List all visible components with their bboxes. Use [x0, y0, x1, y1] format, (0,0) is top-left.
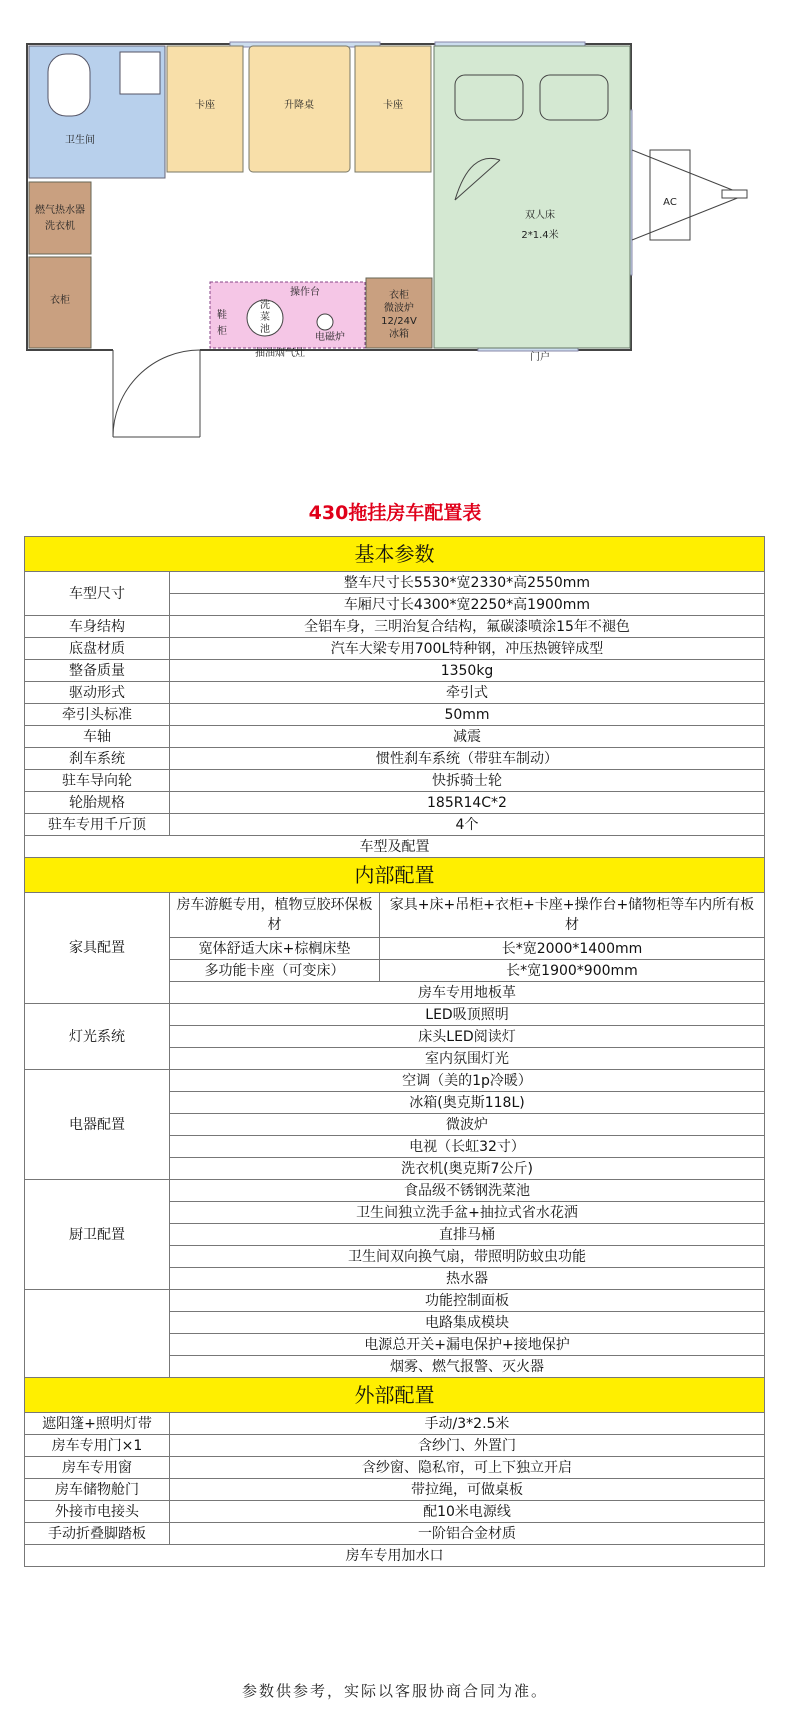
row-value: 汽车大梁专用700L特种钢，冲压热镀锌成型 — [170, 638, 765, 660]
row-value: 电路集成模块 — [170, 1312, 765, 1334]
model-config-row: 车型及配置 — [25, 836, 765, 858]
svg-text:微波炉: 微波炉 — [384, 303, 414, 314]
row-value: 50mm — [170, 704, 765, 726]
row-label: 驻车专用千斤顶 — [25, 814, 170, 836]
row-value: 长*宽1900*900mm — [380, 960, 765, 982]
table-row — [25, 1004, 765, 1026]
svg-text:卡座: 卡座 — [383, 100, 403, 111]
svg-text:洗: 洗 — [260, 300, 270, 311]
entry-door — [113, 350, 200, 437]
row-label: 遮阳篷+照明灯带 — [25, 1413, 170, 1435]
table-row — [25, 858, 765, 893]
page-title: 430拖挂房车配置表 — [308, 502, 482, 524]
row-subcell: 多功能卡座（可变床） — [170, 960, 380, 982]
svg-text:菜: 菜 — [260, 312, 270, 323]
section-header-basic: 基本参数 — [25, 537, 765, 572]
row-value: 带拉绳，可做桌板 — [170, 1479, 765, 1501]
row-label: 手动折叠脚踏板 — [25, 1523, 170, 1545]
row-value: 车厢尺寸长4300*宽2250*高1900mm — [170, 594, 765, 616]
svg-text:燃气热水器: 燃气热水器 — [35, 205, 85, 216]
row-value: 冰箱(奥克斯118L) — [170, 1092, 765, 1114]
water-inlet-row: 房车专用加水口 — [25, 1545, 765, 1567]
footer-note: 参数供参考，实际以客服协商合同为准。 — [241, 1682, 548, 1700]
row-label: 电器配置 — [25, 1070, 170, 1180]
table-row — [25, 792, 765, 814]
table-row — [25, 1435, 765, 1457]
row-value: 电源总开关+漏电保护+接地保护 — [170, 1334, 765, 1356]
svg-text:洗衣机: 洗衣机 — [45, 221, 75, 232]
double-bed — [434, 46, 630, 348]
row-value: 快拆骑士轮 — [170, 770, 765, 792]
row-value: 烟雾、燃气报警、灭火器 — [170, 1356, 765, 1378]
table-row — [25, 1457, 765, 1479]
row-value: 1350kg — [170, 660, 765, 682]
table-row — [25, 893, 765, 938]
section-header-interior: 内部配置 — [25, 858, 765, 893]
svg-text:电磁炉: 电磁炉 — [315, 332, 345, 343]
bathroom-area — [29, 46, 165, 178]
row-value: 185R14C*2 — [170, 792, 765, 814]
row-value: 家具+床+吊柜+衣柜+卡座+操作台+储物柜等车内所有板材 — [380, 893, 765, 938]
row-value: 手动/3*2.5米 — [170, 1413, 765, 1435]
table-row — [25, 1070, 765, 1092]
row-label: 车轴 — [25, 726, 170, 748]
ac-label: AC — [663, 197, 677, 208]
row-value: 长*宽2000*1400mm — [380, 938, 765, 960]
svg-text:操作台: 操作台 — [290, 287, 320, 298]
table-row — [25, 1545, 765, 1567]
row-value: 整车尺寸长5530*宽2330*高2550mm — [170, 572, 765, 594]
wardrobe-right — [366, 278, 432, 348]
row-label: 整备质量 — [25, 660, 170, 682]
row-value: 室内氛围灯光 — [170, 1048, 765, 1070]
table-row — [25, 1378, 765, 1413]
spec-table — [24, 536, 765, 1567]
table-row — [25, 1413, 765, 1435]
svg-text:鞋: 鞋 — [217, 310, 227, 321]
svg-text:柜: 柜 — [217, 326, 227, 337]
row-value: 微波炉 — [170, 1114, 765, 1136]
row-label: 驱动形式 — [25, 682, 170, 704]
row-label: 轮胎规格 — [25, 792, 170, 814]
table-row — [25, 726, 765, 748]
bathroom-label: 卫生间 — [65, 135, 95, 146]
table-row — [25, 682, 765, 704]
row-value: 4个 — [170, 814, 765, 836]
row-value: 减震 — [170, 726, 765, 748]
row-value: 含纱门、外置门 — [170, 1435, 765, 1457]
svg-text:12/24V: 12/24V — [381, 316, 417, 327]
row-subcell: 宽体舒适大床+棕榈床垫 — [170, 938, 380, 960]
row-value: 洗衣机(奥克斯7公斤) — [170, 1158, 765, 1180]
svg-text:冰箱: 冰箱 — [389, 329, 409, 340]
row-value: 全铝车身，三明治复合结构，氟碳漆喷涂15年不褪色 — [170, 616, 765, 638]
table-row — [25, 748, 765, 770]
row-value: 房车专用地板革 — [170, 982, 765, 1004]
tow-hitch — [632, 150, 747, 240]
row-value: 含纱窗、隐私帘，可上下独立开启 — [170, 1457, 765, 1479]
row-value: 卫生间双向换气扇，带照明防蚊虫功能 — [170, 1246, 765, 1268]
row-label: 外接市电接头 — [25, 1501, 170, 1523]
svg-text:衣柜: 衣柜 — [389, 290, 409, 301]
table-row — [25, 1501, 765, 1523]
section-header-exterior: 外部配置 — [25, 1378, 765, 1413]
row-value: 卫生间独立洗手盆+抽拉式省水花洒 — [170, 1202, 765, 1224]
row-value: 空调（美的1p冷暖） — [170, 1070, 765, 1092]
svg-text:抽油烟气灶: 抽油烟气灶 — [255, 348, 305, 359]
lift-table — [249, 46, 350, 172]
table-row — [25, 704, 765, 726]
row-value: 直排马桶 — [170, 1224, 765, 1246]
row-label: 刹车系统 — [25, 748, 170, 770]
row-value: LED吸顶照明 — [170, 1004, 765, 1026]
booth-seat-right — [355, 46, 431, 172]
row-value: 功能控制面板 — [170, 1290, 765, 1312]
row-value: 食品级不锈钢洗菜池 — [170, 1180, 765, 1202]
svg-text:衣柜: 衣柜 — [50, 295, 70, 306]
table-row — [25, 572, 765, 594]
row-label — [25, 1290, 170, 1378]
row-label: 车身结构 — [25, 616, 170, 638]
table-row — [25, 814, 765, 836]
svg-text:2*1.4米: 2*1.4米 — [521, 230, 559, 241]
row-value: 床头LED阅读灯 — [170, 1026, 765, 1048]
door-mark: 门户 — [530, 352, 550, 363]
row-label: 房车储物舱门 — [25, 1479, 170, 1501]
row-value: 配10米电源线 — [170, 1501, 765, 1523]
table-row — [25, 1479, 765, 1501]
row-subcell: 房车游艇专用，植物豆胶环保板材 — [170, 893, 380, 938]
table-row — [25, 1523, 765, 1545]
row-label: 底盘材质 — [25, 638, 170, 660]
kitchen-area — [210, 282, 365, 359]
table-row — [25, 770, 765, 792]
water-heater-washer — [29, 182, 91, 254]
row-value: 牵引式 — [170, 682, 765, 704]
row-label: 房车专用窗 — [25, 1457, 170, 1479]
table-row — [25, 638, 765, 660]
table-row — [25, 1290, 765, 1312]
table-row — [25, 660, 765, 682]
row-value: 电视（长虹32寸） — [170, 1136, 765, 1158]
row-value: 惯性刹车系统（带驻车制动） — [170, 748, 765, 770]
svg-text:池: 池 — [260, 324, 270, 335]
wardrobe-left — [29, 257, 91, 348]
row-label: 灯光系统 — [25, 1004, 170, 1070]
row-label: 厨卫配置 — [25, 1180, 170, 1290]
row-label: 牵引头标准 — [25, 704, 170, 726]
row-label: 车型尺寸 — [25, 572, 170, 616]
table-row — [25, 1180, 765, 1202]
row-label: 家具配置 — [25, 893, 170, 1004]
svg-text:双人床: 双人床 — [525, 210, 555, 221]
svg-text:卡座: 卡座 — [195, 100, 215, 111]
row-value: 一阶铝合金材质 — [170, 1523, 765, 1545]
table-row — [25, 836, 765, 858]
svg-text:升降桌: 升降桌 — [284, 100, 314, 111]
row-value: 热水器 — [170, 1268, 765, 1290]
row-label: 房车专用门×1 — [25, 1435, 170, 1457]
row-label: 驻车导向轮 — [25, 770, 170, 792]
booth-seat-left — [167, 46, 243, 172]
floor-plan — [0, 0, 790, 460]
table-row — [25, 616, 765, 638]
